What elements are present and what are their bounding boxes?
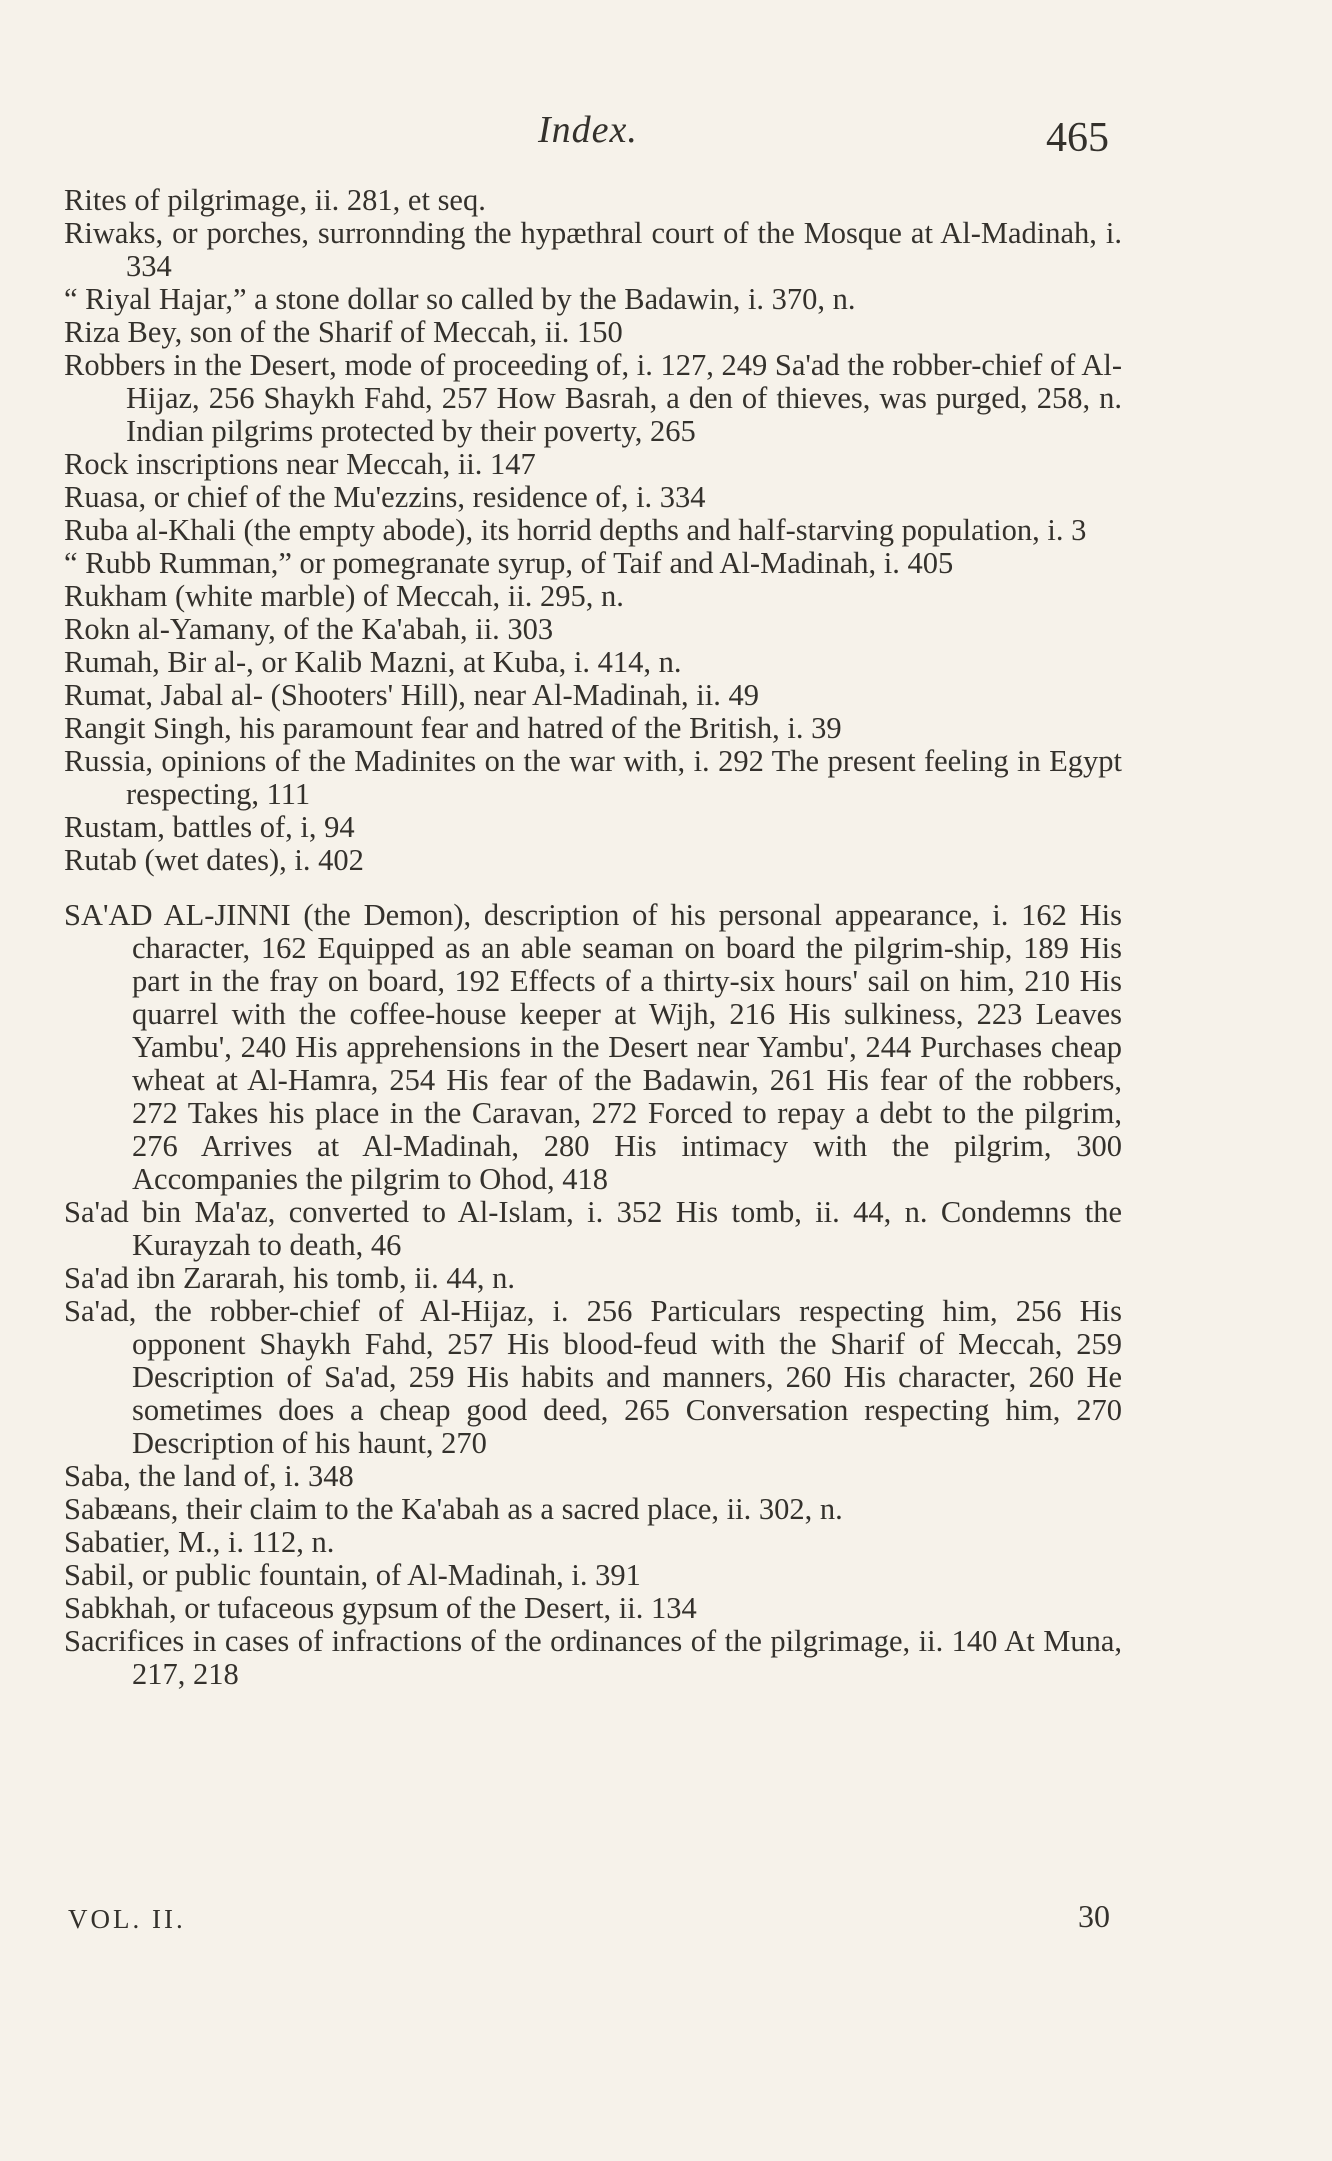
volume-marker: VOL. II. [68, 1904, 186, 1934]
index-entry: Sa'ad ibn Zararah, his tomb, ii. 44, n. [64, 1261, 516, 1295]
index-entry: Sabil, or public fountain, of Al-Madinah, i. 391 [64, 1558, 641, 1592]
running-title: Index. [538, 109, 638, 151]
index-entry: Riza Bey, son of the Sharif of Meccah, ii. 150 [64, 315, 623, 349]
index-entry: Sabæans, their claim to the Ka'abah as a sacred place, ii. 302, n. [64, 1492, 843, 1526]
index-entry: Riwaks, or porches, surronnding the hypæthral court of the Mosque at Al-Madinah, i. 334 [64, 216, 1122, 283]
index-entry: Rokn al-Yamany, of the Ka'abah, ii. 303 [64, 612, 554, 646]
index-entry: Sabatier, M., i. 112, n. [64, 1525, 335, 1559]
index-entry: Sacrifices in cases of infractions of the ordinances of the pilgrimage, ii. 140 At Muna, 217, 218 [64, 1624, 1122, 1691]
index-entry: Rumat, Jabal al- (Shooters' Hill), near Al-Madinah, ii. 49 [64, 678, 759, 712]
index-entry: Sa'ad, the robber-chief of Al-Hijaz, i. 256 Particulars respecting him, 256 His opponent Shaykh Fahd, 257 His blood-feud with the Sharif of Meccah, 259 Description of Sa'ad, 259 His habits and manners, 260 His character, 260 He sometimes does a cheap good deed, 265 Conversation respecting him, 270 Description of his haunt, 270 [64, 1294, 1122, 1460]
index-entry: Rangit Singh, his paramount fear and hatred of the British, i. 39 [64, 711, 842, 745]
index-entry: SA'AD AL-JINNI (the Demon), description of his personal appearance, i. 162 His character, 162 Equipped as an able seaman on board the pilgrim-ship, 189 His part in the fray on board, 192 Effects of a thirty-six hours' sail on him, 210 His quarrel with the coffee-house keeper at Wijh, 216 His sulkiness, 223 Leaves Yambu', 240 His apprehensions in the Desert near Yambu', 244 Purchases cheap wheat at Al-Hamra, 254 His fear of the Badawin, 261 His fear of the robbers, 272 Takes his place in the Caravan, 272 Forced to repay a debt to the pilgrim, 276 Arrives at Al-Madinah, 280 His intimacy with the pilgrim, 300 Accompanies the pilgrim to Ohod, 418 [64, 898, 1122, 1196]
index-entry: Russia, opinions of the Madinites on the war with, i. 292 The present feeling in Egypt respecting, 111 [64, 744, 1122, 811]
index-entries [64, 184, 1122, 1691]
page-number: 465 [1046, 115, 1109, 161]
index-entry: “ Rubb Rumman,” or pomegranate syrup, of Taif and Al-Madinah, i. 405 [64, 546, 954, 580]
signature-mark: 30 [1078, 1898, 1110, 1934]
index-entry: Rumah, Bir al-, or Kalib Mazni, at Kuba, i. 414, n. [64, 645, 682, 679]
page-header [0, 104, 1332, 164]
index-entry: Sabkhah, or tufaceous gypsum of the Desert, ii. 134 [64, 1591, 697, 1625]
index-entry: Rukham (white marble) of Meccah, ii. 295, n. [64, 579, 624, 613]
index-entry: Rites of pilgrimage, ii. 281, et seq. [64, 183, 486, 217]
index-entry: Rutab (wet dates), i. 402 [64, 843, 364, 877]
index-entry: “ Riyal Hajar,” a stone dollar so called by the Badawin, i. 370, n. [64, 282, 856, 316]
page-footer [0, 1898, 1332, 1944]
index-entry: Saba, the land of, i. 348 [64, 1459, 354, 1493]
index-entry: Robbers in the Desert, mode of proceeding of, i. 127, 249 Sa'ad the robber-chief of Al-Hijaz, 256 Shaykh Fahd, 257 How Basrah, a den of thieves, was purged, 258, n. Indian pilgrims protected by their poverty, 265 [64, 348, 1122, 448]
index-entry: Ruasa, or chief of the Mu'ezzins, residence of, i. 334 [64, 480, 706, 514]
index-entry: Ruba al-Khali (the empty abode), its horrid depths and half-starving population, i. 3 [64, 513, 1087, 547]
index-entry: Rock inscriptions near Meccah, ii. 147 [64, 447, 536, 481]
index-entry: Rustam, battles of, i, 94 [64, 810, 355, 844]
index-entry: Sa'ad bin Ma'az, converted to Al-Islam, i. 352 His tomb, ii. 44, n. Condemns the Kurayzah to death, 46 [64, 1195, 1122, 1262]
